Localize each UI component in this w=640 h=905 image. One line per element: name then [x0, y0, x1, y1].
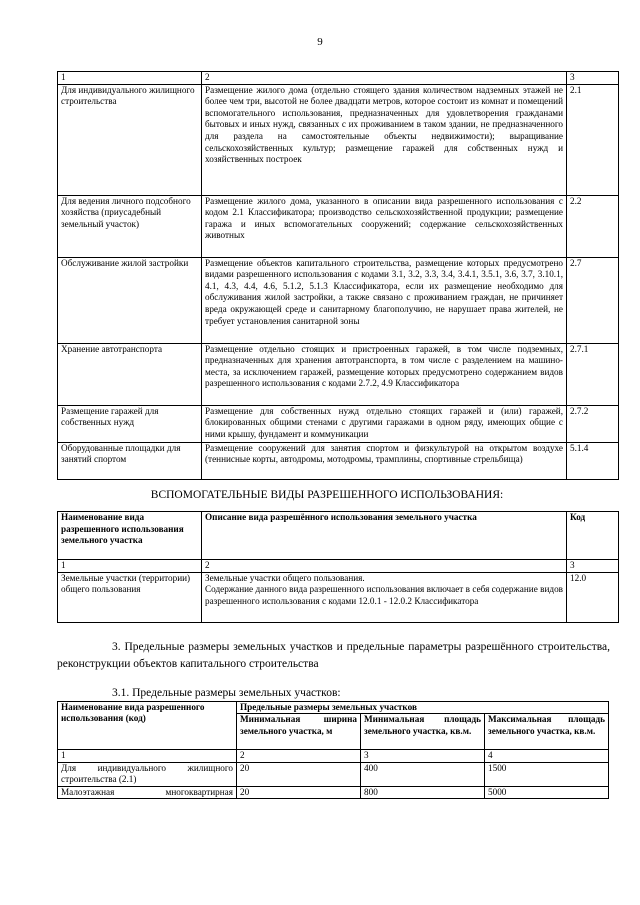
number-cell: 2 [202, 560, 567, 573]
number-row [58, 750, 609, 762]
value-cell: 5000 [485, 786, 609, 798]
table-row [58, 572, 619, 622]
use-name: Хранение автотранспорта [58, 343, 202, 405]
land-plot-size-table [57, 701, 609, 799]
table-row [58, 195, 619, 257]
value-cell: 1500 [485, 762, 609, 786]
use-description: Размещение сооружений для занятия спортом и физкультурой на открытом воздухе (теннисные корты, автодромы, мотодромы, трамплины, спортивные стрельбища) [202, 442, 567, 479]
value-cell: 400 [361, 762, 485, 786]
table-row [58, 786, 609, 798]
number-cell: 1 [58, 560, 202, 573]
use-name: Оборудованные площадки для занятий спортом [58, 442, 202, 479]
use-description: Размещение жилого дома, указанного в описании вида разрешенного использования с кодом 2.1 Классификатора; производство сельскохозяйственной продукции; размещение гаража и иных вспомогательных сооружений; содержание сельскохозяйственных животных [202, 195, 567, 257]
number-cell: 1 [58, 750, 237, 762]
value-cell: 800 [361, 786, 485, 798]
number-cell: 2 [237, 750, 361, 762]
number-cell: 3 [567, 560, 619, 573]
use-name: Для индивидуального жилищного строительства (2.1) [58, 762, 237, 786]
header-group-cell: Предельные размеры земельных участков [237, 702, 609, 714]
paragraph-3-1: 3.1. Предельные размеры земельных участков: [112, 687, 341, 699]
use-name: Земельные участки (территории) общего пользования [58, 572, 202, 622]
table-row [58, 84, 619, 195]
use-description: Размещение отдельно стоящих и пристроенных гаражей, в том числе подземных, предназначенных для хранения автотранспорта, в том числе с разделением на машино-места, за исключением гаражей, размещение которых предусмотрено содержанием видов разрешенного использования с кодами 2.7.2, 4.9 Классификатора [202, 343, 567, 405]
paragraph-3: 3. Предельные размеры земельных участков и предельные параметры разрешённого строительства, реконструкции объектов капитального строительства [57, 641, 610, 670]
use-description: Размещение жилого дома (отдельно стоящего здания количеством надземных этажей не более чем три, высотой не более двадцати метров, которое состоит из комнат и помещений вспомогательного использования, предназначенных для удовлетворения гражданами бытовых и иных нужд, связанных с их проживанием в таком здании, не предназначенного для раздела на самостоятельные объекты недвижимости); выращивание сельскохозяйственных культур; размещение гаражей для собственных нужд и хозяйственных построек [202, 84, 567, 195]
use-code: 2.7 [567, 257, 619, 343]
number-cell: 4 [485, 750, 609, 762]
table-row [58, 442, 619, 479]
value-cell: 20 [237, 762, 361, 786]
table-row [58, 405, 619, 442]
main-land-use-table [57, 71, 619, 480]
use-description: Размещение для собственных нужд отдельно стоящих гаражей и (или) гаражей, блокированных общими стенами с другими гаражами в одном ряду, имеющих общие с ними крышу, фундамент и коммуникации [202, 405, 567, 442]
use-name: Обслуживание жилой застройки [58, 257, 202, 343]
header-cell: 3 [567, 72, 619, 85]
header-cell: Описание вида разрешённого использования земельного участка [202, 512, 567, 560]
use-code: 2.1 [567, 84, 619, 195]
use-description-line: Земельные участки общего пользования. [205, 572, 365, 583]
number-cell: 3 [361, 750, 485, 762]
table-header-row [58, 72, 619, 85]
page-number: 9 [317, 36, 323, 48]
table-row [58, 257, 619, 343]
table-row [58, 343, 619, 405]
use-name: Для индивидуального жилищного строительства [58, 84, 202, 195]
header-cell: 1 [58, 72, 202, 85]
use-description: Размещение объектов капитального строительства, размещение которых предусмотрено видами разрешенного использования с кодами 3.1, 3.2, 3.3, 3.4, 3.4.1, 3.5.1, 3.6, 3.7, 3.10.1, 4.1, 4.3, 4.4, 4.6, 5.1.2, 5.1.3 Классификатора, если их размещение необходимо для обслуживания жилой застройки, а также связано с проживанием граждан, не причиняет вреда окружающей среде и санитарному благополучию, не нарушает права жителей, не требует установления санитарной зоны [202, 257, 567, 343]
header-cell: Максимальная площадь земельного участка, кв.м. [485, 714, 609, 750]
header-cell: Минимальная площадь земельного участка, кв.м. [361, 714, 485, 750]
table-header-row [58, 702, 609, 714]
use-code: 2.7.1 [567, 343, 619, 405]
use-description-line: Содержание данного вида разрешенного использования включает в себя содержание видов разрешенного использования с кодами 12.0.1 - 12.0.2 Классификатора [205, 584, 563, 606]
use-code: 2.2 [567, 195, 619, 257]
use-name: Для ведения личного подсобного хозяйства (приусадебный земельный участок) [58, 195, 202, 257]
header-cell: Код [567, 512, 619, 560]
table-row [58, 762, 609, 786]
table-header-row [58, 512, 619, 560]
header-cell: 2 [202, 72, 567, 85]
header-cell: Наименование вида разрешенного использования земельного участка [58, 512, 202, 560]
header-cell: Наименование вида разрешенного использования (код) [58, 702, 237, 750]
use-code: 12.0 [567, 572, 619, 622]
use-name: Размещение гаражей для собственных нужд [58, 405, 202, 442]
auxiliary-land-use-table [57, 511, 619, 623]
value-cell: 20 [237, 786, 361, 798]
use-description [202, 572, 567, 622]
number-row [58, 560, 619, 573]
use-code: 5.1.4 [567, 442, 619, 479]
use-name: Малоэтажная многоквартирная [58, 786, 237, 798]
header-cell: Минимальная ширина земельного участка, м [237, 714, 361, 750]
section-heading-auxiliary: ВСПОМОГАТЕЛЬНЫЕ ВИДЫ РАЗРЕШЕННОГО ИСПОЛЬЗОВАНИЯ: [150, 489, 504, 501]
use-code: 2.7.2 [567, 405, 619, 442]
